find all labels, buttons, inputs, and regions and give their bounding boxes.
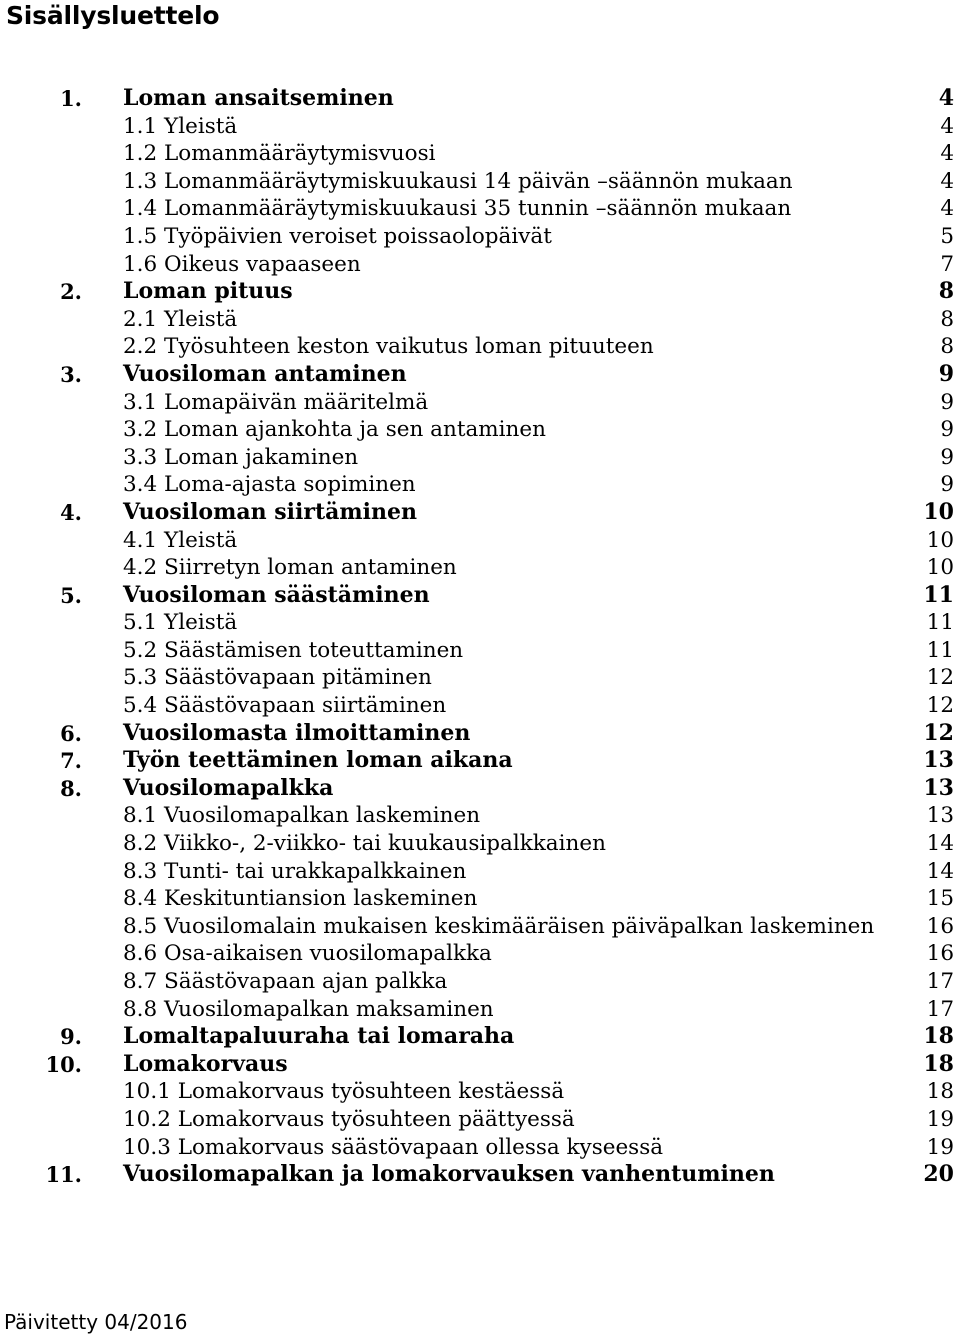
toc-page-number: 10	[926, 555, 954, 581]
toc-chapter-number: 8.	[60, 775, 82, 801]
toc-page-number: 11	[923, 581, 954, 608]
toc-page-number: 12	[926, 665, 954, 691]
toc-section-title: 2.1 Yleistä	[123, 306, 238, 332]
toc-section-title: 8.4 Keskituntiansion laskeminen	[123, 886, 478, 912]
toc-chapter-row[interactable]	[0, 747, 960, 775]
toc-section-row[interactable]	[0, 637, 960, 665]
toc-section-row[interactable]	[0, 251, 960, 279]
toc-section-row[interactable]	[0, 1078, 960, 1106]
toc-page-number: 15	[926, 886, 954, 912]
toc-chapter-title: Vuosiloman säästäminen	[123, 581, 430, 608]
toc-page-number: 9	[938, 360, 954, 387]
toc-section-row[interactable]	[0, 1134, 960, 1162]
toc-chapter-number: 10.	[45, 1051, 82, 1077]
toc-section-row[interactable]	[0, 113, 960, 141]
toc-page-number: 13	[923, 747, 954, 774]
toc-chapter-row[interactable]	[0, 582, 960, 610]
toc-section-title: 1.4 Lomanmääräytymiskuukausi 35 tunnin –säännön mukaan	[123, 196, 792, 222]
toc-page-number: 12	[926, 693, 954, 719]
toc-section-row[interactable]	[0, 444, 960, 472]
toc-chapter-number: 7.	[60, 748, 82, 774]
toc-page-number: 11	[926, 610, 954, 636]
toc-page-number: 8	[940, 306, 954, 332]
toc-chapter-row[interactable]	[0, 499, 960, 527]
toc-page-number: 4	[940, 113, 954, 139]
toc-section-row[interactable]	[0, 940, 960, 968]
toc-page-number: 5	[940, 223, 954, 249]
toc-page-number: 7	[940, 251, 954, 277]
toc-section-row[interactable]	[0, 140, 960, 168]
toc-chapter-number: 3.	[60, 361, 82, 387]
toc-page-number: 19	[926, 1106, 954, 1132]
toc-section-title: 1.5 Työpäivien veroiset poissaolopäivät	[123, 223, 552, 249]
toc-chapter-title: Vuosilomapalkan ja lomakorvauksen vanhentuminen	[123, 1161, 775, 1188]
toc-chapter-row[interactable]	[0, 1161, 960, 1189]
toc-chapter-number: 9.	[60, 1024, 82, 1050]
toc-chapter-title: Työn teettäminen loman aikana	[123, 747, 513, 774]
updated-date: Päivitetty 04/2016	[4, 1310, 188, 1334]
toc-chapter-title: Vuosiloman antaminen	[123, 360, 407, 387]
toc-section-row[interactable]	[0, 968, 960, 996]
toc-chapter-row[interactable]	[0, 361, 960, 389]
toc-section-title: 3.3 Loman jakaminen	[123, 444, 359, 470]
toc-section-title: 8.1 Vuosilomapalkan laskeminen	[123, 803, 481, 829]
toc-chapter-number: 4.	[60, 499, 82, 525]
toc-section-title: 8.7 Säästövapaan ajan palkka	[123, 969, 448, 994]
toc-section-row[interactable]	[0, 527, 960, 555]
toc-section-title: 1.6 Oikeus vapaaseen	[123, 251, 361, 277]
toc-section-row[interactable]	[0, 223, 960, 251]
toc-chapter-row[interactable]	[0, 1051, 960, 1079]
toc-page-number: 13	[923, 774, 954, 801]
toc-chapter-title: Vuosilomapalkka	[123, 774, 334, 801]
toc-section-title: 2.2 Työsuhteen keston vaikutus loman pituuteen	[123, 334, 654, 360]
toc-page-number: 4	[940, 168, 954, 194]
toc-chapter-title: Vuosilomasta ilmoittaminen	[123, 719, 471, 746]
toc-chapter-row[interactable]	[0, 775, 960, 803]
toc-page-number: 18	[926, 1079, 954, 1105]
toc-page-number: 14	[926, 831, 954, 857]
toc-section-row[interactable]	[0, 830, 960, 858]
toc-section-title: 8.5 Vuosilomalain mukaisen keskimääräisen päiväpalkan laskeminen	[123, 913, 875, 939]
toc-chapter-row[interactable]	[0, 1023, 960, 1051]
toc-section-row[interactable]	[0, 692, 960, 720]
toc-page-number: 11	[926, 637, 954, 663]
toc-section-title: 8.2 Viikko-, 2-viikko- tai kuukausipalkkainen	[123, 831, 606, 857]
toc-section-row[interactable]	[0, 609, 960, 637]
toc-section-title: 8.6 Osa-aikaisen vuosilomapalkka	[123, 941, 492, 967]
toc-chapter-number: 5.	[60, 582, 82, 608]
toc-section-title: 5.2 Säästämisen toteuttaminen	[123, 637, 464, 663]
toc-section-row[interactable]	[0, 913, 960, 941]
toc-chapter-row[interactable]	[0, 278, 960, 306]
toc-page-number: 9	[940, 389, 954, 415]
toc-section-title: 5.4 Säästövapaan siirtäminen	[123, 693, 447, 719]
toc-section-row[interactable]	[0, 471, 960, 499]
toc-page-number: 8	[938, 278, 954, 305]
toc-section-title: 10.1 Lomakorvaus työsuhteen kestäessä	[123, 1079, 565, 1105]
toc-section-title: 3.4 Loma-ajasta sopiminen	[123, 472, 416, 498]
toc-page-number: 12	[923, 719, 954, 746]
toc-section-title: 4.2 Siirretyn loman antaminen	[123, 555, 457, 581]
toc-page-number: 4	[940, 196, 954, 222]
toc-chapter-title: Loman pituus	[123, 278, 293, 305]
toc-page-number: 16	[926, 913, 954, 939]
toc-section-row[interactable]	[0, 885, 960, 913]
toc-chapter-number: 1.	[60, 86, 82, 111]
toc-page-number: 16	[926, 941, 954, 967]
toc-page-number: 19	[926, 1134, 954, 1160]
toc-page-number: 10	[923, 498, 954, 525]
toc-chapter-number: 11.	[45, 1162, 82, 1188]
toc-chapter-number: 2.	[60, 279, 82, 305]
toc-section-row[interactable]	[0, 168, 960, 196]
toc-chapter-title: Vuosiloman siirtäminen	[123, 498, 418, 525]
page-title: Sisällysluettelo	[6, 1, 220, 30]
toc-page-number: 9	[940, 444, 954, 470]
toc-chapter-row[interactable]	[0, 85, 960, 113]
toc-page-number: 20	[923, 1161, 954, 1188]
toc-section-title: 3.1 Lomapäivän määritelmä	[123, 389, 429, 415]
toc-page-number: 14	[926, 858, 954, 884]
toc-section-title: 5.3 Säästövapaan pitäminen	[123, 665, 432, 691]
toc-section-title: 1.1 Yleistä	[123, 113, 238, 139]
toc-section-row[interactable]	[0, 306, 960, 334]
toc-section-title: 1.3 Lomanmääräytymiskuukausi 14 päivän –säännön mukaan	[123, 168, 793, 194]
toc-page-number: 18	[923, 1050, 954, 1077]
toc-page-number: 4	[938, 85, 954, 111]
toc-section-row[interactable]	[0, 416, 960, 444]
toc-chapter-title: Loman ansaitseminen	[123, 85, 394, 111]
toc-section-row[interactable]	[0, 1106, 960, 1134]
toc-section-row[interactable]	[0, 389, 960, 417]
toc-section-title: 8.3 Tunti- tai urakkapalkkainen	[123, 858, 467, 884]
toc-section-row[interactable]	[0, 664, 960, 692]
toc-section-title: 5.1 Yleistä	[123, 610, 238, 636]
toc-section-row[interactable]	[0, 996, 960, 1024]
toc-chapter-title: Lomakorvaus	[123, 1050, 288, 1077]
toc-section-title: 8.8 Vuosilomapalkan maksaminen	[123, 996, 494, 1022]
toc-page-number: 4	[940, 141, 954, 167]
toc-section-row[interactable]	[0, 195, 960, 223]
toc-page-number: 18	[923, 1023, 954, 1050]
toc-chapter-title: Lomaltapaluuraha tai lomaraha	[123, 1023, 515, 1050]
toc-page-number: 17	[926, 969, 954, 994]
toc-section-row[interactable]	[0, 858, 960, 886]
toc-section-title: 1.2 Lomanmääräytymisvuosi	[123, 141, 436, 167]
toc-section-row[interactable]	[0, 554, 960, 582]
toc-section-row[interactable]	[0, 333, 960, 361]
toc-section-row[interactable]	[0, 802, 960, 830]
toc-section-title: 4.1 Yleistä	[123, 527, 238, 553]
toc-page-number: 10	[926, 527, 954, 553]
toc-section-title: 3.2 Loman ajankohta ja sen antaminen	[123, 417, 546, 443]
toc-page-number: 9	[940, 417, 954, 443]
toc-section-title: 10.2 Lomakorvaus työsuhteen päättyessä	[123, 1106, 575, 1132]
toc-section-title: 10.3 Lomakorvaus säästövapaan ollessa kyseessä	[123, 1134, 664, 1160]
toc-page-number: 8	[940, 334, 954, 360]
toc-chapter-number: 6.	[60, 720, 82, 746]
toc-page-number: 17	[926, 996, 954, 1022]
toc-chapter-row[interactable]	[0, 720, 960, 748]
toc-page-number: 13	[926, 803, 954, 829]
table-of-contents	[0, 85, 960, 1189]
toc-page-number: 9	[940, 472, 954, 498]
